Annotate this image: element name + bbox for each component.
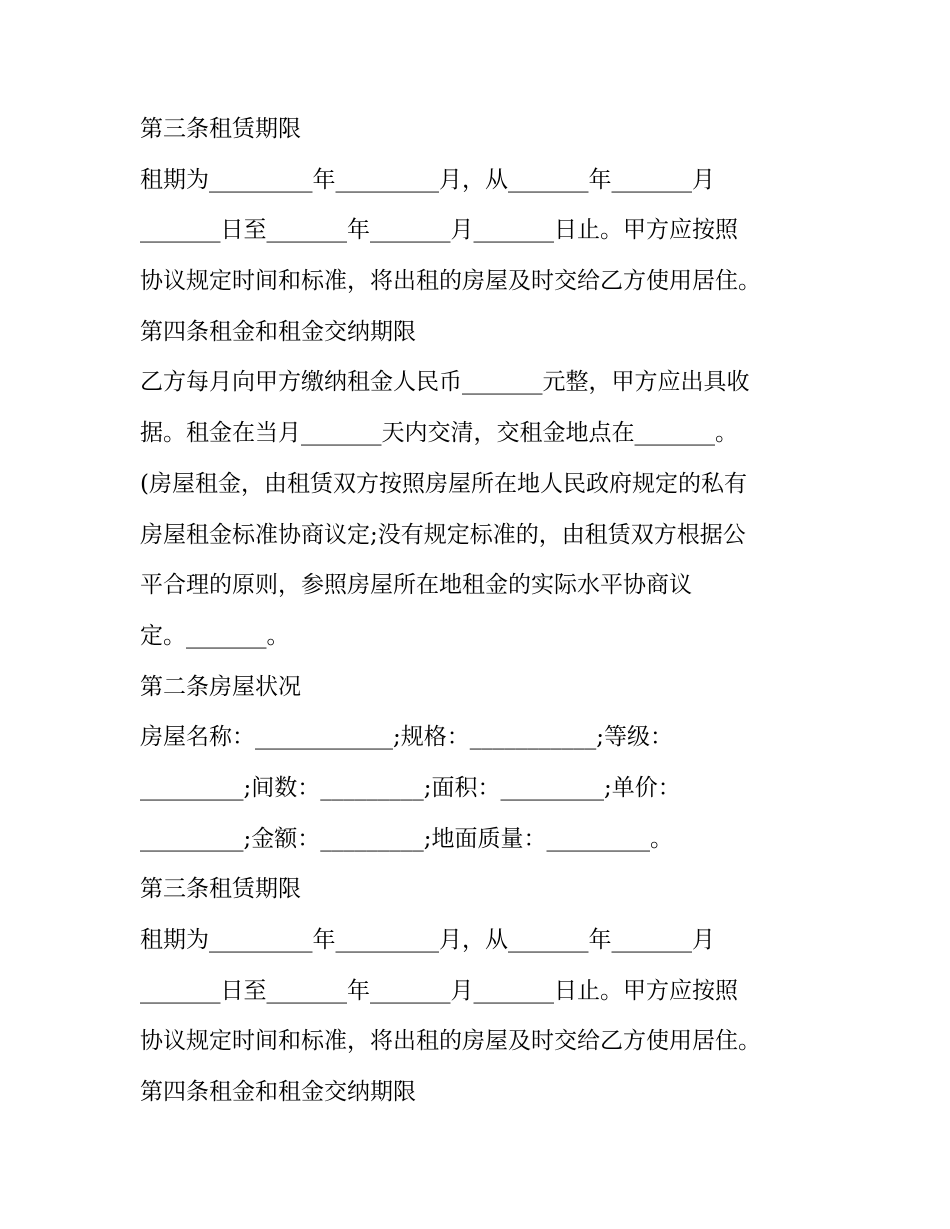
- paragraph-line: 协议规定时间和标准，将出租的房屋及时交给乙方使用居住。: [140, 268, 761, 295]
- paragraph-line: 租期为_________年_________月，从_______年_______月: [140, 166, 715, 193]
- section-heading-rent-payment: 第四条租金和租金交纳期限: [140, 318, 416, 345]
- paragraph-line: 房屋租金标准协商议定;没有规定标准的，由租赁双方根据公: [140, 521, 746, 548]
- section-heading-house-status: 第二条房屋状况: [140, 673, 301, 700]
- paragraph-line: _________;金额：_________;地面质量：_________。: [140, 825, 673, 852]
- paragraph-line: 平合理的原则，参照房屋所在地租金的实际水平协商议: [140, 572, 692, 599]
- paragraph-line: 定。_______。: [140, 622, 290, 649]
- document-body: [140, 104, 820, 1118]
- paragraph-line: (房屋租金，由租赁双方按照房屋所在地人民政府规定的私有: [140, 470, 747, 497]
- section-heading-rent-payment: 第四条租金和租金交纳期限: [140, 1079, 416, 1106]
- paragraph-line: _________;间数：_________;面积：_________;单价：: [140, 774, 681, 801]
- paragraph-line: 协议规定时间和标准，将出租的房屋及时交给乙方使用居住。: [140, 1028, 761, 1055]
- paragraph-line: 房屋名称：____________;规格：___________;等级：: [140, 724, 673, 751]
- section-heading-lease-term: 第三条租赁期限: [140, 116, 301, 142]
- section-heading-lease-term: 第三条租赁期限: [140, 876, 301, 903]
- paragraph-line: 乙方每月向甲方缴纳租金人民币_______元整，甲方应出具收: [140, 369, 750, 396]
- paragraph-line: _______日至_______年_______月_______日止。甲方应按照: [140, 977, 738, 1004]
- paragraph-line: 据。租金在当月_______天内交清，交租金地点在_______。: [140, 420, 738, 447]
- paragraph-line: _______日至_______年_______月_______日止。甲方应按照: [140, 217, 738, 244]
- paragraph-line: 租期为_________年_________月，从_______年_______月: [140, 927, 715, 953]
